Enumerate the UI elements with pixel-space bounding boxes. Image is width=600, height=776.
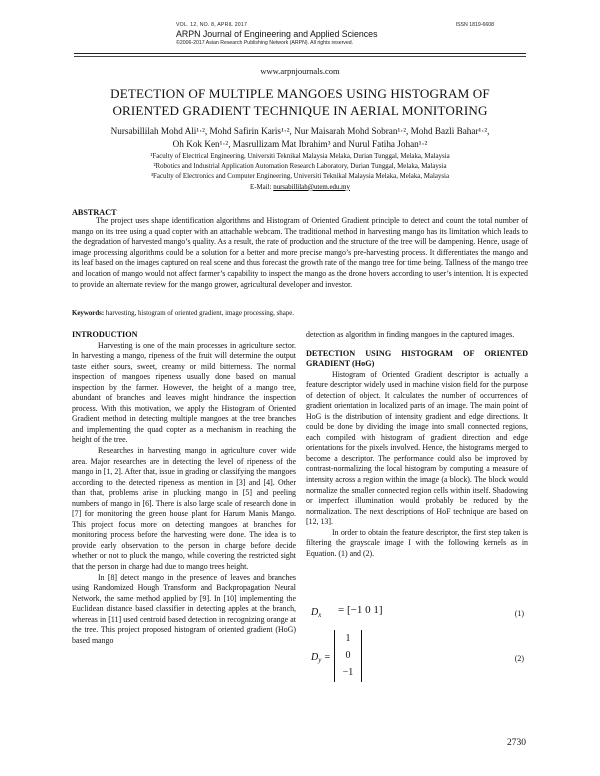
abstract-heading: ABSTRACT [72, 208, 117, 217]
paper-title [60, 86, 540, 119]
abstract-text: The project uses shape identification algorithms and Histogram of Oriented Gradient principle to detect and count the total number of mango on its tree using a quad copter with an attachable webcam. The traditional method in harvesting mango has its limitation which leads to the degradation of harvested mango’s quality. As a result, the rate of production and the structure of the tree will be dampening. Hence, usage of image processing algorithms could be a solution for a better and more precise mango’s pre-harvesting process. It differentiates the mango and its leaf based on the images captured on real scene and thus forecast the growth rate of the mango tree for time being. Tallness of the mango tree and location of mango would not affect farmer’s capability to inspect the mango as the drone hovers according to user’s intention. It is expected to provide an alternate review for the mango grower, agricultural developer and investor. [72, 216, 528, 289]
equation-2 [306, 630, 528, 690]
keywords-text: harvesting, histogram of oriented gradient, image processing, shape. [104, 310, 294, 317]
title-line-1: DETECTION OF MULTIPLE MANGOES USING HISTOGRAM OF [110, 86, 490, 101]
website-link[interactable]: www.arpnjournals.com [260, 66, 340, 76]
affiliation-2: ²Robotics and Industrial Application Automation Research Laboratory, Durian Tunggal, Melaka, Malaysia [153, 163, 447, 171]
right-column [306, 330, 528, 559]
affiliations [70, 152, 530, 193]
journal-header [176, 22, 436, 46]
hog-paragraph-2: In order to obtain the feature descriptor, the first step taken is filtering the grayscale image I with the following kernels as in Equation. (1) and (2). [306, 527, 528, 558]
eq1-matrix: = [−1 0 1] [338, 604, 383, 616]
email-label: E-Mail: [250, 183, 274, 191]
hog-paragraph-1: Histogram of Oriented Gradient descriptor is actually a feature descriptor widely used in machine vision field for the purpose of detection of object. It calculates the number of occurrences of gradient orientation in localized parts of an image. The main point of HoG is the distribution of intensity gradient and edge directions. It could be done by dividing the image into small connected regions, each compiled with histogram of gradient direction and edge orientations for the pixels involved. Hence, the histograms merged to become a descriptor. The performance could also be improved by contrast-normalizing the local histogram by computing a measure of intensity across a region within the image (a block). The block would normalize the smaller connected region cells within itself. Shadowing or imperfect illumination would probably be reduced by the normalization. The next descriptions of HoF technique are based on [12, 13]. [306, 369, 528, 527]
intro-paragraph-2: Researches in harvesting mango in agriculture cover wide area. Major researches are in detecting the level of ripeness of the mango in [1, 2]. After that, issue in grading or classifying the mangoes according to the detected ripeness as mention in [3] and [4]. Other than that, problems arise in plucking mango in [5] and peeling numbers of mango in [6]. There is also large scale of research done in [7] for monitoring the green house plant for Harum Manis Mango. This project focus more on detecting mangoes at branches for monitoring process before the harvesting were done. The idea is to provide early observation to the person in charge before decide whether or not to pluck the mango, while covering the restricted sight that the person in charge had due to mango trees height. [72, 445, 296, 571]
eq1-number: (1) [514, 609, 524, 618]
hog-heading: DETECTION USING HISTOGRAM OF ORIENTED GRADIENT (HoG) [306, 348, 528, 369]
copyright-line: ©2006-2017 Asian Research Publishing Network (ARPN). All rights reserved. [176, 40, 354, 46]
right-paragraph-0: detection as algorithm in finding mangoes in the captured images. [306, 330, 515, 339]
equation-1 [306, 604, 528, 624]
intro-paragraph-1: Harvesting is one of the main processes in agriculture sector. In harvesting a mango, ripeness of the fruit will determine the output taste either sours, sweet, creamy or mild bitterness. The normal inspection of mangoes ripeness usually done based on manual inspection by the farmer. However, the height of a mango tree, abundant of branches and leaves might hindrance the inspection process. With this motivation, we apply the Histogram of Oriented Gradient method in detecting multiple mangoes at the tree branches and implementing the quad copter as a mechanism in reaching the height of the tree. [72, 340, 296, 445]
eq2-number: (2) [514, 654, 524, 663]
keywords-label: Keywords: [72, 310, 105, 317]
left-column [72, 330, 296, 646]
title-line-2: ORIENTED GRADIENT TECHNIQUE IN AERIAL MONITORING [112, 102, 488, 118]
eq2-value: 0 [345, 650, 351, 661]
volume-line: VOL. 12, NO. 8, APRIL 2017 [176, 22, 248, 28]
eq2-value: −1 [342, 667, 354, 678]
keywords [72, 310, 528, 317]
eq2-value: 1 [345, 633, 351, 644]
introduction-heading: INTRODUCTION [72, 330, 138, 339]
header-rule-thin [74, 56, 526, 57]
affiliation-3: ³Faculty of Electronics and Computer Engineering, Universiti Teknikal Malaysia Melaka, Melaka, Malaysia [150, 173, 450, 181]
journal-name: ARPN Journal of Engineering and Applied Sciences [176, 29, 378, 39]
issn: ISSN 1819-6608 [455, 22, 494, 28]
eq2-lhs: $D_y$ = [311, 652, 331, 664]
email-link[interactable]: nursabillilah@utem.edu.my [273, 183, 350, 191]
page-number: 2730 [507, 738, 526, 748]
header-rule [74, 53, 526, 54]
intro-paragraph-3: In [8] detect mango in the presence of leaves and branches using Randomized Hough Transform and Backpropagation Neural Network, the same method applied by [9]. In [10] implementing the Euclidean distance based classifier in detecting apples at the branch, whereas in [11] used centroid based detection in recognizing orange at the tree. This project proposed histogram of oriented gradient (HoG) based mango [72, 572, 296, 645]
author-list [70, 125, 530, 151]
email-line [70, 183, 530, 193]
affiliation-1: ¹Faculty of Electrical Engineering, Universiti Teknikal Malaysia Melaka, Durian Tunggal, Melaka, Malaysia [150, 153, 450, 160]
eq1-lhs: $D_x$ [311, 607, 322, 619]
eq2-matrix [334, 630, 362, 682]
authors-line-1: Nursabillilah Mohd Ali¹·², Mohd Safirin Karis¹·², Nur Maisarah Mohd Sobran¹·², Mohd Bazli Bahar¹·², [110, 126, 490, 136]
authors-line-2: Oh Kok Ken¹·², Masrullizam Mat Ibrahim³ and Nurul Fatiha Johan¹·² [172, 138, 428, 149]
